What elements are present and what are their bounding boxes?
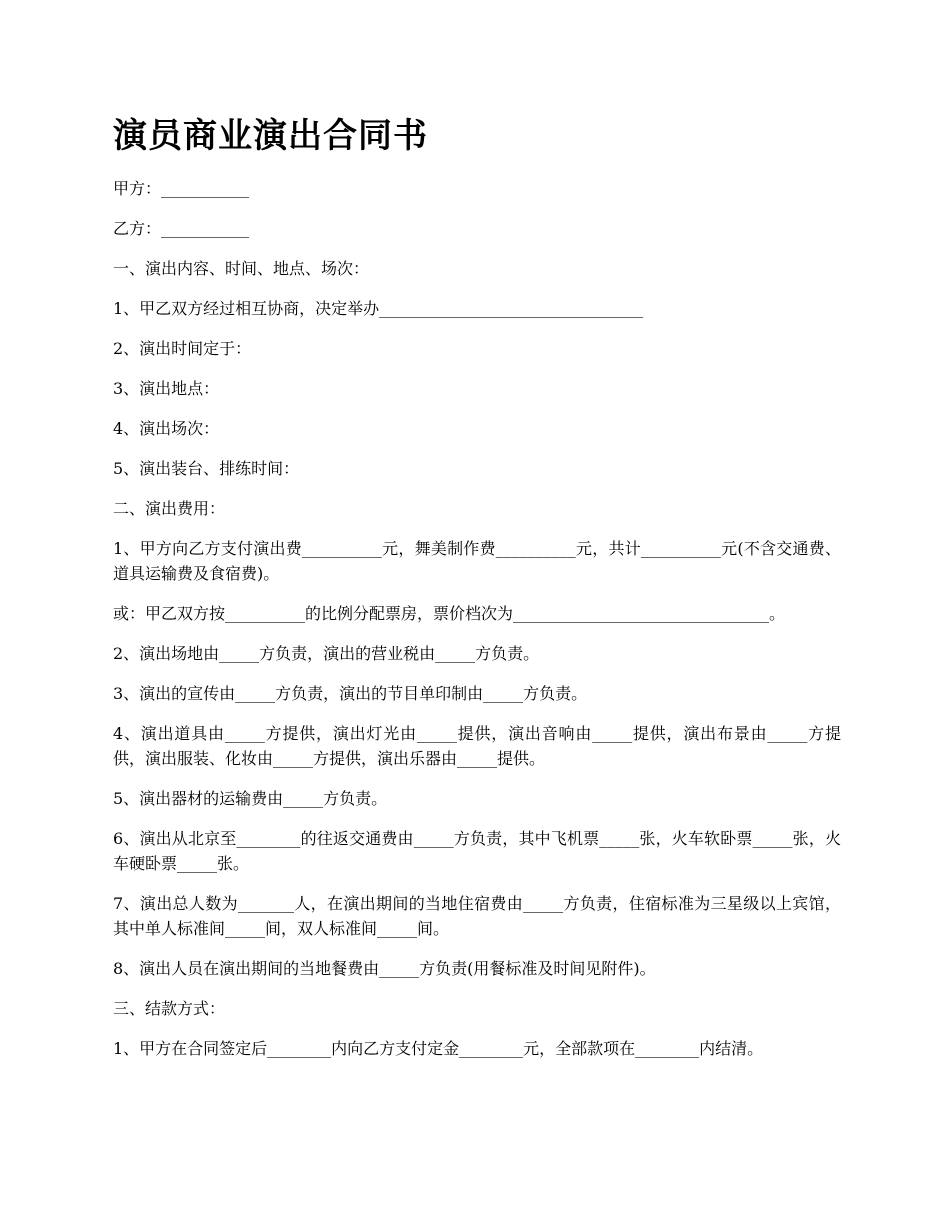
clause-2-3: 3、演出的宣传由_____方负责，演出的节目单印制由_____方负责。 <box>113 684 588 703</box>
clause-2-1-alt: 或：甲乙双方按__________的比例分配票房，票价档次为________________________________。 <box>113 604 786 623</box>
section-heading-performance: 一、演出内容、时间、地点、场次： <box>113 259 370 278</box>
section-heading-fees: 二、演出费用： <box>113 499 226 518</box>
clause-2-1: 1、甲方向乙方支付演出费__________元，舞美制作费__________元，共计__________元(不含交通费、道具运输费及食宿费)。 <box>113 539 841 583</box>
clause-2-5: 5、演出器材的运输费由_____方负责。 <box>113 789 388 808</box>
party-b-line: 乙方：___________ <box>113 219 250 238</box>
clause-2-7: 7、演出总人数为_______人，在演出期间的当地住宿费由_____方负责，住宿标准为三星级以上宾馆，其中单人标准间_____间，双人标准间_____间。 <box>113 894 841 938</box>
clause-2-4: 4、演出道具由_____方提供，演出灯光由_____提供，演出音响由_____提供，演出布景由_____方提供，演出服装、化妆由_____方提供，演出乐器由_____提供。 <box>113 724 841 768</box>
clause-1-3: 3、演出地点： <box>113 379 220 398</box>
clause-2-6: 6、演出从北京至________的往返交通费由_____方负责，其中飞机票_____张，火车软卧票_____张，火车硬卧票_____张。 <box>113 829 841 873</box>
clause-1-2: 2、演出时间定于： <box>113 339 252 358</box>
clause-2-2: 2、演出场地由_____方负责，演出的营业税由_____方负责。 <box>113 644 540 663</box>
document-title: 演员商业演出合同书 <box>113 116 428 156</box>
section-heading-payment: 三、结款方式： <box>113 999 226 1018</box>
clause-1-5: 5、演出装台、排练时间： <box>113 459 300 478</box>
clause-1-4: 4、演出场次： <box>113 419 220 438</box>
document-body <box>113 176 841 1076</box>
clause-2-8: 8、演出人员在演出期间的当地餐费由_____方负责(用餐标准及时间见附件)。 <box>113 959 656 978</box>
clause-3-1: 1、甲方在合同签定后________内向乙方支付定金________元，全部款项在________内结清。 <box>113 1039 764 1058</box>
clause-1-1: 1、甲乙双方经过相互协商，决定举办_________________________________ <box>113 299 644 318</box>
party-a-line: 甲方：___________ <box>113 179 250 198</box>
